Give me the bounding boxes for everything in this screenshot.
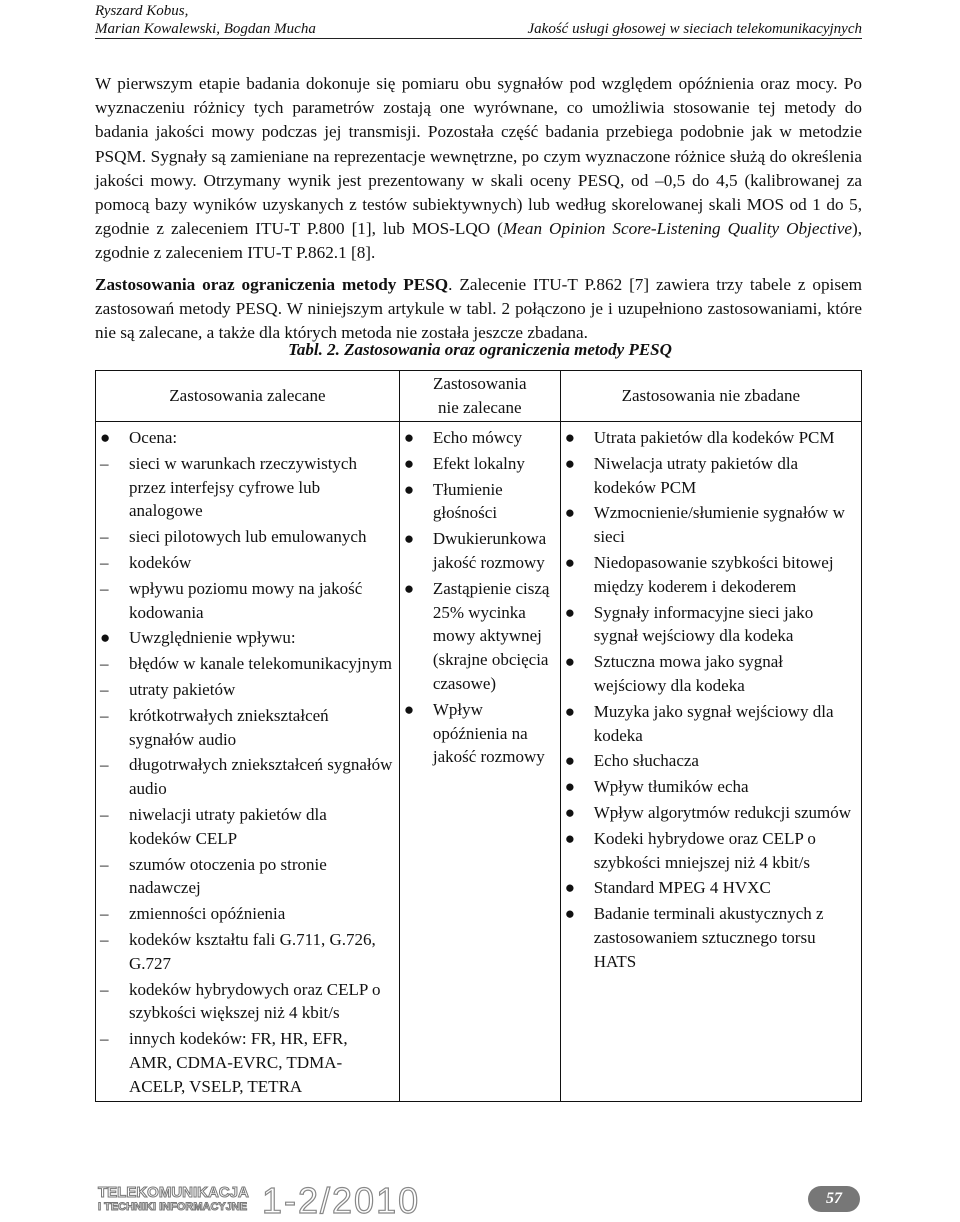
list-item-text: Niedopasowanie szybkości bitowej między koderem i dekoderem xyxy=(593,552,834,596)
list-item-text: sieci pilotowych lub emulowanych xyxy=(129,527,367,547)
bullet-icon: ● xyxy=(564,701,575,721)
list-item xyxy=(96,704,399,752)
list-item-text: Niwelacja utraty pakietów dla kodeków PCM xyxy=(593,453,799,497)
list-item xyxy=(96,1027,399,1098)
list-item xyxy=(96,577,399,625)
col-not-recommended xyxy=(399,422,560,1102)
list-item-text: krótkotrwałych zniekształceń sygnałów audio xyxy=(129,705,329,749)
journal-name-line1: TELEKOMUNIKACJA xyxy=(98,1184,249,1201)
list-item-text: niwelacji utraty pakietów dla kodeków CELP xyxy=(129,804,327,848)
list-item-text: Echo mówcy xyxy=(432,428,523,447)
dash-icon: – xyxy=(100,854,109,874)
list-item xyxy=(561,700,861,748)
list-item-text: utraty pakietów xyxy=(129,679,236,699)
list-item xyxy=(96,753,399,801)
dash-icon: – xyxy=(100,527,109,547)
bullet-icon: ● xyxy=(403,529,415,549)
list-item xyxy=(96,978,399,1026)
list-item-text: Efekt lokalny xyxy=(432,453,525,473)
list-item-text: Sztuczna mowa jako sygnał wejściowy dla kodeka xyxy=(593,652,784,695)
bullet-icon: ● xyxy=(564,777,575,797)
dash-icon: – xyxy=(100,453,109,473)
list-item-text: kodeków xyxy=(129,552,192,572)
list-item xyxy=(96,525,399,549)
list-item xyxy=(96,626,399,650)
list-item-text: Wzmocnienie/słumienie sygnałów w sieci xyxy=(593,503,845,547)
list-item-text: Wpływ tłumików echa xyxy=(593,777,749,797)
dash-icon: – xyxy=(100,1029,109,1049)
issue-number: 1-2/2010 xyxy=(262,1180,421,1221)
dash-icon: – xyxy=(100,679,109,699)
list-item xyxy=(561,452,861,500)
list-item-text: Echo słuchacza xyxy=(593,751,699,771)
bullet-icon: ● xyxy=(403,578,415,598)
list-item-text: Tłumienie głośności xyxy=(432,479,503,523)
list-item-text: Muzyka jako sygnał wejściowy dla kodeka xyxy=(593,701,834,745)
running-header xyxy=(95,2,862,38)
journal-name-line2: I TECHNIKI INFORMACYJNE xyxy=(98,1201,248,1213)
list-item xyxy=(561,650,861,698)
not-tested-list xyxy=(561,426,861,974)
list-item xyxy=(400,698,560,769)
bullet-icon: ● xyxy=(564,652,575,672)
dash-icon: – xyxy=(100,904,109,924)
col-recommended xyxy=(96,422,400,1102)
list-item xyxy=(400,577,560,696)
bullet-icon: ● xyxy=(564,602,575,622)
paragraph-1-end: ), zgodnie z zaleceniem ITU-T P.862.1 [8]. xyxy=(95,219,862,263)
bullet-icon: ● xyxy=(403,699,415,719)
list-item-text: szumów otoczenia po stronie nadawczej xyxy=(129,854,327,898)
list-item xyxy=(400,478,560,526)
list-item-text: błędów w kanale telekomunikacyjnym xyxy=(129,654,392,674)
bullet-icon: ● xyxy=(564,904,575,924)
dash-icon: – xyxy=(100,552,109,572)
header-authors-line2: Marian Kowalewski, Bogdan Mucha xyxy=(95,21,316,37)
bullet-icon: ● xyxy=(564,503,575,523)
table-header-row xyxy=(96,371,862,422)
dash-icon: – xyxy=(100,705,109,725)
dash-icon: – xyxy=(100,755,109,775)
bullet-icon: ● xyxy=(564,878,575,898)
list-item xyxy=(561,801,861,825)
list-item-text: wpływu poziomu mowy na jakość kodowania xyxy=(129,578,363,622)
list-item-text: Dwukierunkowa jakość rozmowy xyxy=(432,529,547,572)
list-item xyxy=(561,426,861,450)
list-item xyxy=(561,876,861,900)
list-item xyxy=(561,551,861,599)
list-item xyxy=(96,853,399,901)
list-item xyxy=(96,452,399,523)
list-item-text: kodeków hybrydowych oraz CELP o szybkości większej niż 4 kbit/s xyxy=(129,979,381,1023)
dash-icon: – xyxy=(100,578,109,598)
article-body xyxy=(95,72,862,345)
list-item-text: Ocena: xyxy=(129,428,178,447)
list-item-text: Zastąpienie ciszą 25% wycinka mowy aktywnej (skrajne obcięcia czasowe) xyxy=(432,578,550,693)
header-not-recommended-text: Zastosowania nie zalecane xyxy=(433,374,527,417)
list-item xyxy=(96,902,399,926)
list-item xyxy=(561,775,861,799)
header-authors-line1: Ryszard Kobus, xyxy=(95,3,189,19)
list-item-text: sieci w warunkach rzeczywistych przez interfejsy cyfrowe lub analogowe xyxy=(129,453,357,521)
list-item xyxy=(400,452,560,476)
list-item-text: Uwzględnienie wpływu: xyxy=(129,628,296,648)
list-item xyxy=(96,678,399,702)
list-item xyxy=(561,827,861,875)
list-item-text: innych kodeków: FR, HR, EFR, AMR, CDMA-EVRC, TDMA-ACELP, VSELP, TETRA xyxy=(129,1029,348,1096)
list-item-text: długotrwałych zniekształceń sygnałów audio xyxy=(129,755,393,799)
list-item-text: zmienności opóźnienia xyxy=(129,904,286,924)
list-item-text: Badanie terminali akustycznych z zastosowaniem sztucznego torsu HATS xyxy=(593,904,824,971)
paragraph-1-text: W pierwszym etapie badania dokonuje się pomiaru obu sygnałów pod względem opóźnienia oraz mocy. Po wyznaczeniu różnicy tych parametrów zostają one wyrównane, co umożliwia stosowanie tej metody do badania jakości mowy podczas jej transmisji. Pozostała część badania przebiega podobnie jak w metodzie PSQM. Sygnały są zamieniane na reprezentacje wewnętrzne, po czym wyznaczone różnice służą do określenia jakości mowy. Otrzymany wynik jest prezentowany w skali oceny PESQ, od –0,5 do 4,5 (kalibrowanej za pomocą bazy wyników uzyskanych z testów subiektywnych) lub według skorelowanej skali MOS od 1 do 5, zgodnie z zaleceniem ITU-T P.800 [1], lub MOS-LQO ( xyxy=(95,74,862,239)
bullet-icon: ● xyxy=(403,453,415,473)
list-item-text: Utrata pakietów dla kodeków PCM xyxy=(593,428,835,447)
bullet-icon: ● xyxy=(403,479,415,499)
list-item-text: Standard MPEG 4 HVXC xyxy=(593,878,771,898)
list-item-text: Wpływ algorytmów redukcji szumów xyxy=(593,802,852,822)
list-item xyxy=(96,652,399,676)
col-not-tested xyxy=(560,422,861,1102)
section-heading-inline: Zastosowania oraz ograniczenia metody PESQ xyxy=(95,274,449,294)
mos-lqo-expansion: Mean Opinion Score-Listening Quality Objective xyxy=(502,219,852,239)
dash-icon: – xyxy=(100,804,109,824)
paragraph-1 xyxy=(95,72,862,266)
list-item-text: Sygnały informacyjne sieci jako sygnał wejściowy dla kodeka xyxy=(593,602,814,646)
bullet-icon: ● xyxy=(100,628,111,648)
journal-logo xyxy=(98,1186,249,1214)
bullet-icon: ● xyxy=(403,428,415,447)
bullet-icon: ● xyxy=(564,751,575,771)
bullet-icon: ● xyxy=(564,428,575,447)
list-item xyxy=(400,426,560,450)
list-item xyxy=(96,803,399,851)
header-article-title: Jakość usługi głosowej w sieciach telekomunikacyjnych xyxy=(527,21,862,37)
list-item xyxy=(561,601,861,649)
list-item xyxy=(561,501,861,549)
applications-table xyxy=(95,370,862,1102)
list-item xyxy=(400,527,560,575)
page-number: 57 xyxy=(808,1186,860,1212)
recommended-list xyxy=(96,426,399,1099)
list-item xyxy=(561,902,861,973)
dash-icon: – xyxy=(100,654,109,674)
header-not-tested: Zastosowania nie zbadane xyxy=(560,371,861,422)
bullet-icon: ● xyxy=(564,802,575,822)
bullet-icon: ● xyxy=(100,428,111,447)
list-item xyxy=(96,551,399,575)
header-not-recommended xyxy=(399,371,560,422)
list-item xyxy=(96,928,399,976)
list-item xyxy=(96,426,399,450)
header-recommended: Zastosowania zalecane xyxy=(96,371,400,422)
paragraph-2 xyxy=(95,273,862,346)
paragraph-2-text: . Zalecenie ITU-T P.862 [7] zawiera trzy tabele z opisem zastosowań metody PESQ. W niniejszym artykule w tabl. 2 połączono je i uzupełniono zastosowaniami, które nie są zalecane, a także dla których metoda nie została jeszcze zbadana. xyxy=(95,274,863,343)
dash-icon: – xyxy=(100,929,109,949)
bullet-icon: ● xyxy=(564,828,575,848)
not-recommended-list xyxy=(400,426,560,769)
list-item-text: Wpływ opóźnienia na jakość rozmowy xyxy=(432,699,545,767)
table-body-row xyxy=(96,422,862,1102)
list-item xyxy=(561,749,861,773)
list-item-text: Kodeki hybrydowe oraz CELP o szybkości mniejszej niż 4 kbit/s xyxy=(593,828,816,872)
list-item-text: kodeków kształtu fali G.711, G.726, G.727 xyxy=(129,929,376,973)
bullet-icon: ● xyxy=(564,552,575,572)
table-caption: Tabl. 2. Zastosowania oraz ograniczenia metody PESQ xyxy=(288,340,672,359)
bullet-icon: ● xyxy=(564,453,575,473)
header-rule xyxy=(95,38,862,39)
dash-icon: – xyxy=(100,979,109,999)
